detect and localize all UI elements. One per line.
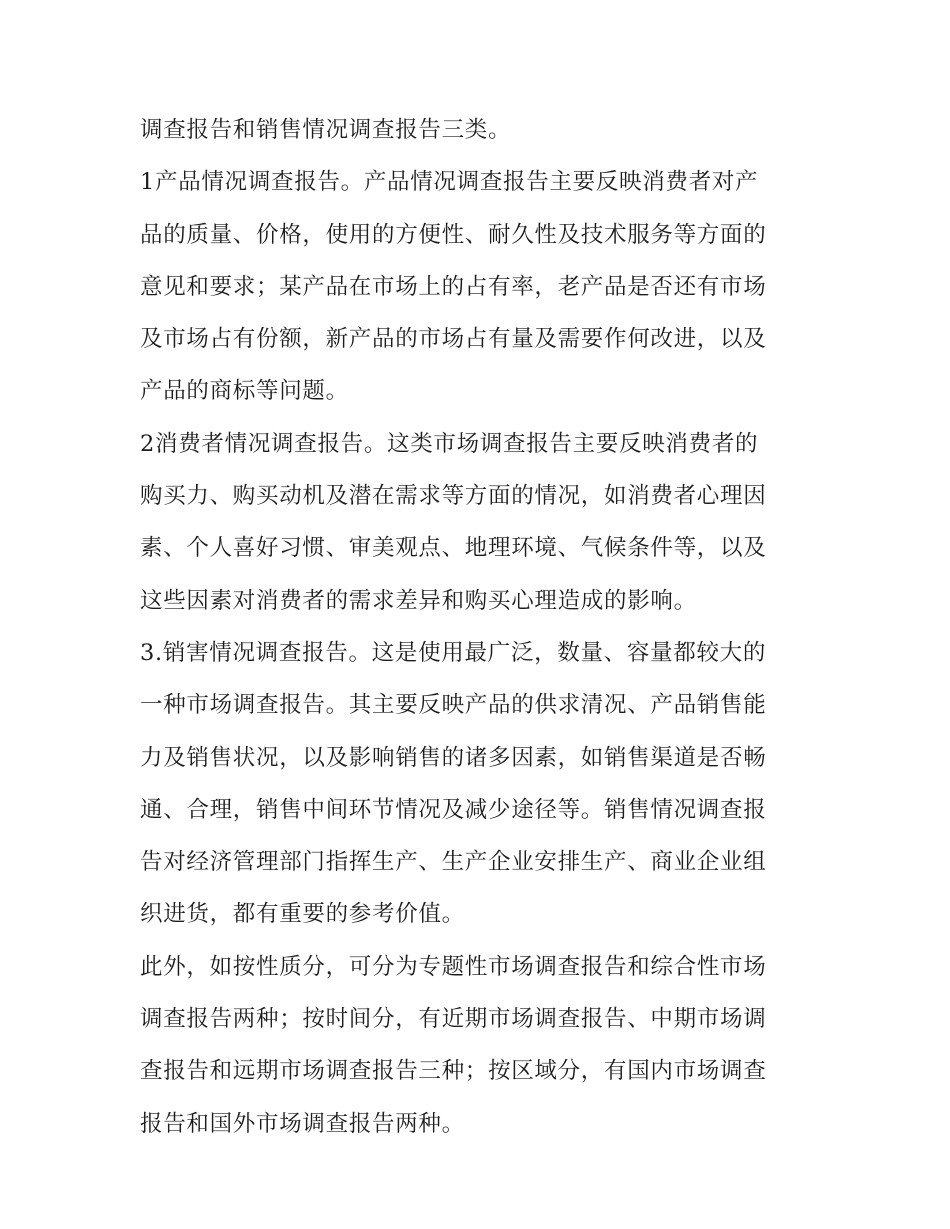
text-line: 此外，如按性质分，可分为专题性市场调查报告和综合性市场 [140, 953, 767, 980]
text-line: 1产品情况调查报告。产品情况调查报告主要反映消费者对产 [140, 169, 759, 196]
text-line: 购买力、购买动机及潜在需求等方面的情况，如消费者心理因 [140, 483, 767, 510]
text-line: 通、合理，销售中间环节情况及减少途径等。销售情况调查报 [140, 796, 767, 823]
text-line: 调查报告和销售情况调查报告三类。 [140, 117, 512, 143]
text-line: 报告和国外市场调查报告两种。 [140, 1110, 465, 1137]
text-line: 及市场占有份额，新产品的市场占有量及需要作何改进，以及 [140, 326, 767, 353]
document-body [140, 110, 820, 1156]
text-line: 一种市场调查报告。其主要反映产品的供求清况、产品销售能 [140, 692, 767, 719]
text-line: 织进货，都有重要的参考价值。 [140, 901, 465, 928]
text-line: 2消费者情况调查报告。这类市场调查报告主要反映消费者的 [140, 430, 759, 457]
text-line: 素、个人喜好习惯、审美观点、地理环境、气候条件等，以及 [140, 535, 767, 562]
text-line: 调查报告两种；按时间分，有近期市场调查报告、中期市场调 [140, 1006, 767, 1033]
text-line: 这些因素对消费者的需求差异和购买心理造成的影响。 [140, 587, 697, 614]
text-line: 查报告和远期市场调查报告三种；按区域分，有国内市场调查 [140, 1058, 767, 1085]
text-line: 意见和要求；某产品在市场上的占有率，老产品是否还有市场 [140, 273, 767, 300]
text-line: 力及销售状况，以及影响销售的诸多因素，如销售渠道是否畅 [140, 744, 767, 771]
text-line: 3.销害情况调查报告。这是使用最广泛，数量、容量都较大的 [140, 639, 767, 666]
text-line: 告对经济管理部门指挥生产、生产企业安排生产、商业企业组 [140, 849, 767, 876]
text-line: 品的质量、价格，使用的方便性、耐久性及技术服务等方面的 [140, 221, 767, 248]
text-line: 产品的商标等问题。 [140, 378, 349, 405]
